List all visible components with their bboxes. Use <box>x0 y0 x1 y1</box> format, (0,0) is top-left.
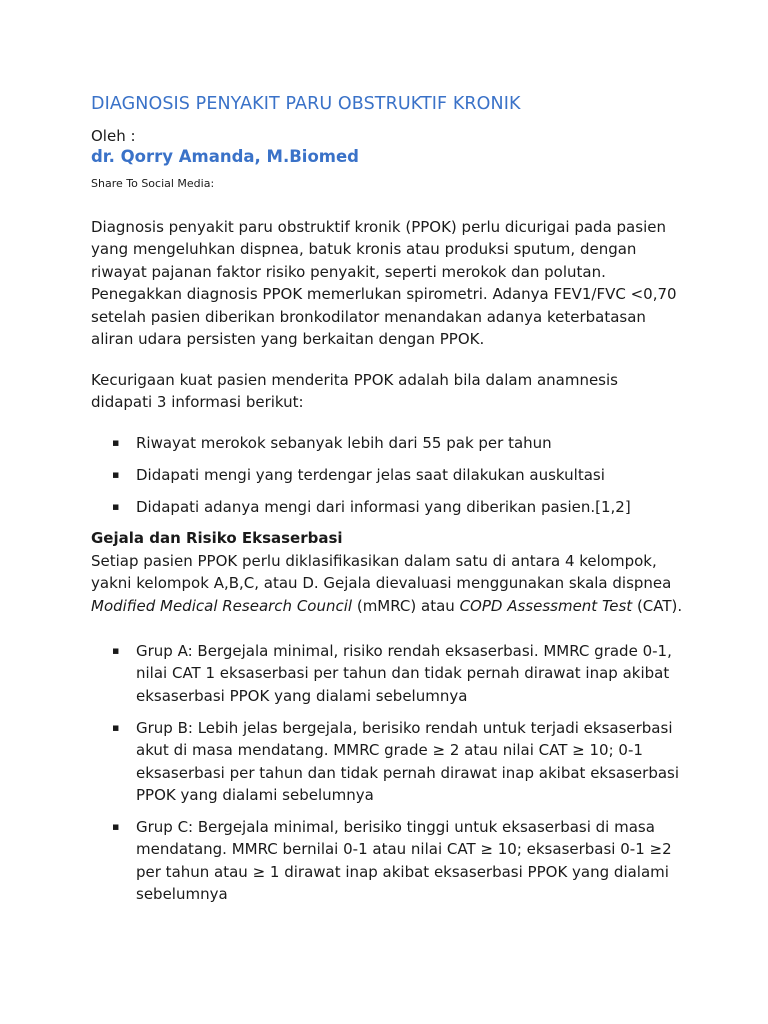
page-title: DIAGNOSIS PENYAKIT PARU OBSTRUKTIF KRONIK <box>91 94 521 114</box>
list-item <box>91 432 683 454</box>
paragraph-intro-text: Diagnosis penyakit paru obstruktif kronik (PPOK) perlu dicurigai pada pasien yang mengeluhkan dispnea, batuk kronis atau produksi sputum, dengan riwayat pajanan faktor risiko penyakit, seperti merokok dan polutan. Penegakkan diagnosis PPOK memerlukan spirometri. Adanya FEV1/FVC <0,70 setelah pasien diberikan bronkodilator menandakan adanya keterbatasan aliran udara persisten yang berkaitan dengan PPOK. <box>91 218 677 349</box>
list-item <box>91 717 683 807</box>
group-list <box>91 640 683 915</box>
paragraph-suspicion <box>91 369 683 414</box>
paragraph-text-part: (mMRC) atau <box>352 596 460 615</box>
list-item-text: Didapati mengi yang terdengar jelas saat dilakukan auskultasi <box>136 466 605 484</box>
paragraph-classification <box>91 550 683 617</box>
list-item <box>91 816 683 906</box>
paragraph-classification-text <box>91 550 683 617</box>
section-heading: Gejala dan Risiko Eksaserbasi <box>91 529 343 547</box>
author-name: dr. Qorry Amanda, M.Biomed <box>91 147 359 166</box>
paragraph-suspicion-text: Kecurigaan kuat pasien menderita PPOK adalah bila dalam anamnesis didapati 3 informasi berikut: <box>91 371 618 412</box>
list-item-text: Grup C: Bergejala minimal, berisiko tinggi untuk eksaserbasi di masa mendatang. MMRC bernilai 0-1 atau nilai CAT ≥ 10; eksaserbasi 0-1 ≥2 per tahun atau ≥ 1 dirawat inap akibat eksaserbasi PPOK yang dialami sebelumnya <box>136 818 672 904</box>
bullet-icon: ▪ <box>112 820 120 834</box>
paragraph-text-part: Setiap pasien PPOK perlu diklasifikasikan dalam satu di antara 4 kelompok, yakni kelompok A,B,C, atau D. Gejala dievaluasi menggunakan skala dispnea <box>91 552 672 593</box>
bullet-icon: ▪ <box>112 720 120 734</box>
byline-label: Oleh : <box>91 127 136 145</box>
list-item-text: Riwayat merokok sebanyak lebih dari 55 pak per tahun <box>136 434 552 452</box>
list-item-text: Grup B: Lebih jelas bergejala, berisiko rendah untuk terjadi eksaserbasi akut di masa mendatang. MMRC grade ≥ 2 atau nilai CAT ≥ 10; 0-1 eksaserbasi per tahun dan tidak pernah dirawat inap akibat eksaserbasi PPOK yang dialami sebelumnya <box>136 718 680 805</box>
bullet-icon: ▪ <box>112 468 120 481</box>
criteria-list <box>91 432 683 528</box>
italic-term-cat: COPD Assessment Test <box>459 596 633 615</box>
list-item <box>91 464 683 486</box>
list-item <box>91 496 683 518</box>
list-item-text: Grup A: Bergejala minimal, risiko rendah eksaserbasi. MMRC grade 0-1, nilai CAT 1 eksaserbasi per tahun dan tidak pernah dirawat inap akibat eksaserbasi PPOK yang dialami sebelumnya <box>136 642 672 705</box>
bullet-icon: ▪ <box>112 436 120 449</box>
paragraph-intro <box>91 216 683 350</box>
bullet-icon: ▪ <box>112 500 120 513</box>
list-item <box>91 640 683 707</box>
italic-term-mmrc: Modified Medical Research Council <box>91 596 353 615</box>
bullet-icon: ▪ <box>112 644 120 657</box>
share-label: Share To Social Media: <box>91 177 215 190</box>
list-item-text: Didapati adanya mengi dari informasi yang diberikan pasien.[1,2] <box>136 498 631 516</box>
paragraph-text-part: (CAT). <box>632 596 683 615</box>
